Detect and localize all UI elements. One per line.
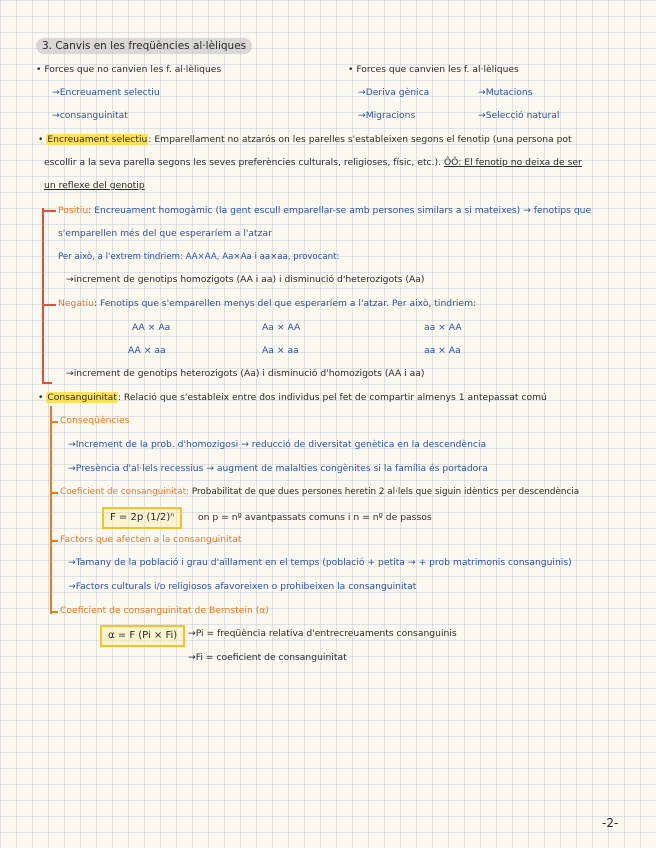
bernstein-formula-box: α = F (Pi × Fi)	[100, 625, 185, 647]
positiu-line-3: Per això, a l'extrem tindriem: AA×AA, Aa×Aa i aa×aa, provocant:	[58, 252, 340, 262]
forces-no-item-2: →consanguinitat	[52, 110, 128, 121]
positiu-label: Positiu	[58, 205, 89, 216]
encreuament-line-2-note: ÔÔ: El fenotip no deixa de ser	[443, 157, 582, 168]
formula-note: on p = nº avantpassats comuns i n = nº de passos	[198, 512, 432, 523]
positiu-line-2: s'emparellen més del que esperaríem a l'atzar	[58, 228, 272, 239]
encreuament-line-2	[44, 157, 582, 169]
tree-tick-2	[50, 492, 58, 494]
encreuament-line-3: un reflexe del genotip	[44, 180, 145, 191]
encreuament-line-1-text: : Emparellament no atzarós on les parelles s'estableixen segons el fenotip (una persona pot	[148, 134, 572, 145]
consanguinitat-line: • Consanguinitat: Relació que s'estableix entre dos individus pel fet de compartir almenys 1 antepassat comú	[38, 392, 547, 403]
cross-r1-c3: aa × AA	[424, 322, 462, 333]
bracket-line	[42, 208, 44, 384]
page-number: -2-	[602, 816, 619, 830]
consanguinitat-def: : Relació que s'estableix entre dos individus pel fet de compartir almenys 1 antepassat comú	[117, 392, 547, 403]
bracket-end	[42, 382, 52, 384]
positiu-line-4: →increment de genotips homozigots (AA i aa) i disminució d'heterozigots (Aa)	[66, 274, 425, 285]
encreuament-line-2-text: escollir a la seva parella segons les seves preferències culturals, religioses, físic, etc.).	[44, 157, 444, 168]
coeficient-def: Probabilitat de que dues persones heretin 2 al·lels que siguin idèntics per descendència	[191, 487, 580, 497]
forces-yes-col2-item-2: →Selecció natural	[478, 110, 560, 121]
fi-definition: →Fi = coeficient de consanguinitat	[188, 652, 347, 663]
cross-r1-c2: Aa × AA	[262, 322, 301, 333]
cross-r1-c1: AA × Aa	[132, 322, 171, 333]
bracket-tick-negatiu	[42, 304, 56, 306]
consequencies-label: Conseqüències	[60, 415, 130, 426]
cross-r2-c2: Aa × aa	[262, 345, 299, 356]
factor-2: →Factors culturals i/o religiosos afavoreixen o prohibeixen la consanguinitat	[68, 581, 417, 592]
forces-yes-col1-item-2: →Migracions	[358, 110, 416, 121]
coeficient-line	[60, 486, 579, 498]
forces-yes-col1-item-1: →Deriva gènica	[358, 87, 430, 98]
formula-box: F = 2p (1/2)ⁿ	[102, 507, 182, 529]
page-title	[36, 40, 252, 52]
forces-yes-heading: • Forces que canvien les f. al·lèliques	[348, 64, 519, 75]
negatiu-line-1-text: Fenotips que s'emparellen menys del que esperaríem a l'atzar. Per això, tindriem:	[100, 298, 477, 309]
tree-tick-1	[50, 421, 58, 423]
factor-1: →Tamany de la població i grau d'aïllament en el temps (població + petita → + prob matrimonis consanguinis)	[68, 557, 572, 568]
forces-yes-col2-item-1: →Mutacions	[478, 87, 533, 98]
coeficient-label: Coeficient de consanguinitat:	[60, 487, 190, 497]
bernstein-label: Coeficient de consanguinitat de Bernstein (α)	[60, 605, 269, 616]
factors-label: Factors que afecten a la consanguinitat	[60, 534, 242, 545]
cross-r2-c1: AA × aa	[128, 345, 166, 356]
negatiu-line-last: →increment de genotips heterozigots (Aa) i disminució d'homozigots (AA i aa)	[66, 368, 425, 379]
positiu-line-1-text: Encreuament homogàmic (la gent escull emparellar-se amb persones similars a si mateixes) → fenotips que	[94, 205, 592, 216]
forces-no-item-1: →Encreuament selectiu	[52, 87, 160, 98]
title-text: 3. Canvis en les freqüències al·lèliques	[36, 38, 252, 54]
bracket-tick-positiu	[42, 210, 56, 212]
encreuament-term: Encreuament selectiu	[47, 134, 148, 145]
consequencia-1: →Increment de la prob. d'homozigosi → reducció de diversitat genètica en la descendència	[68, 439, 487, 450]
cross-r2-c3: aa × Aa	[424, 345, 461, 356]
pi-definition: →Pi = freqüència relativa d'entrecreuaments consanguinis	[188, 628, 457, 639]
consanguinitat-term: Consanguinitat	[47, 392, 117, 403]
positiu-line-1: Positiu: Encreuament homogàmic (la gent escull emparellar-se amb persones similars a si mateixes) → fenotips que	[58, 205, 592, 216]
consequencia-2: →Presència d'al·lels recessius → augment de malalties congènites si la família és portadora	[68, 463, 488, 474]
tree-tick-3	[50, 540, 58, 542]
tree-line	[50, 406, 52, 614]
encreuament-line-1: • Encreuament selectiu: Emparellament no atzarós on les parelles s'estableixen segons el fenotip (una persona pot	[38, 134, 572, 145]
negatiu-label: Negatiu	[58, 298, 94, 309]
forces-no-heading: • Forces que no canvien les f. al·lèliques	[36, 64, 222, 75]
negatiu-line-1: Negatiu: Fenotips que s'emparellen menys del que esperaríem a l'atzar. Per això, tindriem:	[58, 298, 477, 309]
tree-tick-4	[50, 611, 58, 613]
